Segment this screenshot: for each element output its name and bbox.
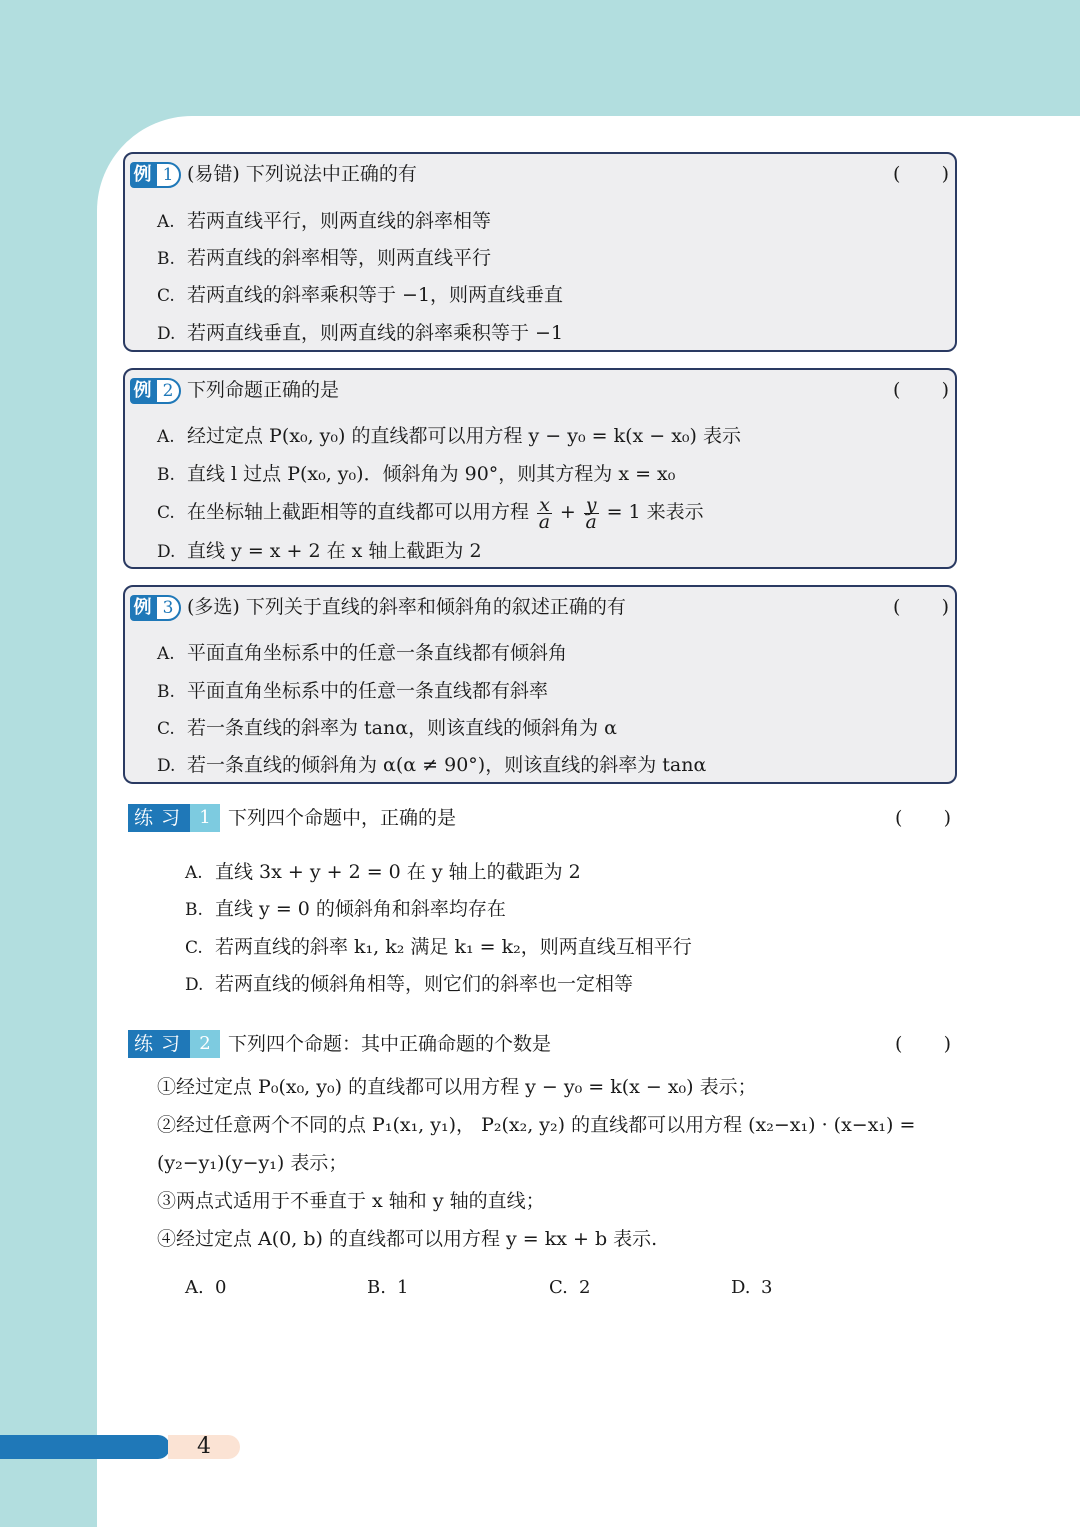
answer-bracket: ( ) <box>893 379 949 401</box>
practice-2-stem: 下列四个命题：其中正确命题的个数是 <box>228 1033 552 1055</box>
answer-choice-a: A. 0 <box>185 1277 227 1298</box>
option-a: A. 直线 3x + y + 2 = 0 在 y 轴上的截距为 2 <box>185 861 581 883</box>
option-b: B. 若两直线的斜率相等，则两直线平行 <box>157 247 492 269</box>
answer-bracket: ( ) <box>895 1033 951 1055</box>
option-d: D. 若一条直线的倾斜角为 α(α ≠ 90°)，则该直线的斜率为 tanα <box>157 754 707 776</box>
answer-choice-d: D. 3 <box>731 1277 773 1298</box>
statement-4: ④经过定点 A(0, b) 的直线都可以用方程 y = kx + b 表示. <box>157 1228 658 1250</box>
statement-3: ③两点式适用于不垂直于 x 轴和 y 轴的直线； <box>157 1190 545 1212</box>
option-a: A. 若两直线平行，则两直线的斜率相等 <box>157 210 492 232</box>
answer-bracket: ( ) <box>893 163 949 185</box>
practice-2-tag: 练习 2 <box>128 1030 222 1058</box>
question-stem: (易错) 下列说法中正确的有 <box>187 163 417 185</box>
question-stem: 下列命题正确的是 <box>187 379 340 401</box>
example-3-box <box>123 585 957 784</box>
statement-2-continued: (y₂−y₁)(y−y₁) 表示； <box>157 1152 348 1174</box>
option-c: C. 若一条直线的斜率为 tanα，则该直线的倾斜角为 α <box>157 717 617 739</box>
fraction-y-over-a: $\frac{y}{a}$ <box>585 493 597 533</box>
answer-choice-b: B. 1 <box>367 1277 409 1298</box>
option-d: D. 直线 y = x + 2 在 x 轴上截距为 2 <box>157 540 482 562</box>
example-3-stem-row <box>125 589 955 625</box>
option-d: D. 若两直线的倾斜角相等，则它们的斜率也一定相等 <box>185 973 634 995</box>
example-2-box <box>123 368 957 569</box>
example-tag: 例 1 <box>130 162 180 188</box>
option-c: C. 若两直线的斜率乘积等于 −1，则两直线垂直 <box>157 284 564 306</box>
practice-1-stem: 下列四个命题中，正确的是 <box>228 807 457 829</box>
fraction-x-over-a: $\frac{x}{a}$ <box>538 493 551 533</box>
example-tag: 例 2 <box>130 378 180 404</box>
example-2-stem-row <box>125 372 955 408</box>
example-1-stem-row <box>125 156 955 192</box>
option-b: B. 直线 y = 0 的倾斜角和斜率均存在 <box>185 898 506 920</box>
example-tag: 例 3 <box>130 595 180 621</box>
option-b: B. 平面直角坐标系中的任意一条直线都有斜率 <box>157 680 549 702</box>
option-a: A. 经过定点 P(x₀, y₀) 的直线都可以用方程 y − y₀ = k(x − x₀) 表示 <box>157 425 741 447</box>
page-number: 4 <box>168 1435 240 1459</box>
answer-bracket: ( ) <box>895 807 951 829</box>
option-c: C. 在坐标轴上截距相等的直线都可以用方程 $\frac{x}{a}$ + $\frac{y}{a}$ = 1 来表示 <box>157 493 704 533</box>
question-stem: (多选) 下列关于直线的斜率和倾斜角的叙述正确的有 <box>187 596 626 618</box>
answer-bracket: ( ) <box>893 596 949 618</box>
footer-bar <box>0 1435 170 1459</box>
option-d: D. 若两直线垂直，则两直线的斜率乘积等于 −1 <box>157 322 564 344</box>
example-1-box <box>123 152 957 352</box>
statement-1: ①经过定点 P₀(x₀, y₀) 的直线都可以用方程 y − y₀ = k(x − x₀) 表示； <box>157 1076 757 1098</box>
practice-1-tag: 练习 1 <box>128 804 222 832</box>
option-a: A. 平面直角坐标系中的任意一条直线都有倾斜角 <box>157 642 568 664</box>
answer-choice-c: C. 2 <box>549 1277 591 1298</box>
statement-2: ②经过任意两个不同的点 P₁(x₁, y₁)， P₂(x₂, y₂) 的直线都可以用方程 (x₂−x₁) · (x−x₁) = <box>157 1114 916 1136</box>
option-b: B. 直线 l 过点 P(x₀, y₀)．倾斜角为 90°，则其方程为 x = x₀ <box>157 463 676 485</box>
option-c: C. 若两直线的斜率 k₁, k₂ 满足 k₁ = k₂，则两直线互相平行 <box>185 936 692 958</box>
